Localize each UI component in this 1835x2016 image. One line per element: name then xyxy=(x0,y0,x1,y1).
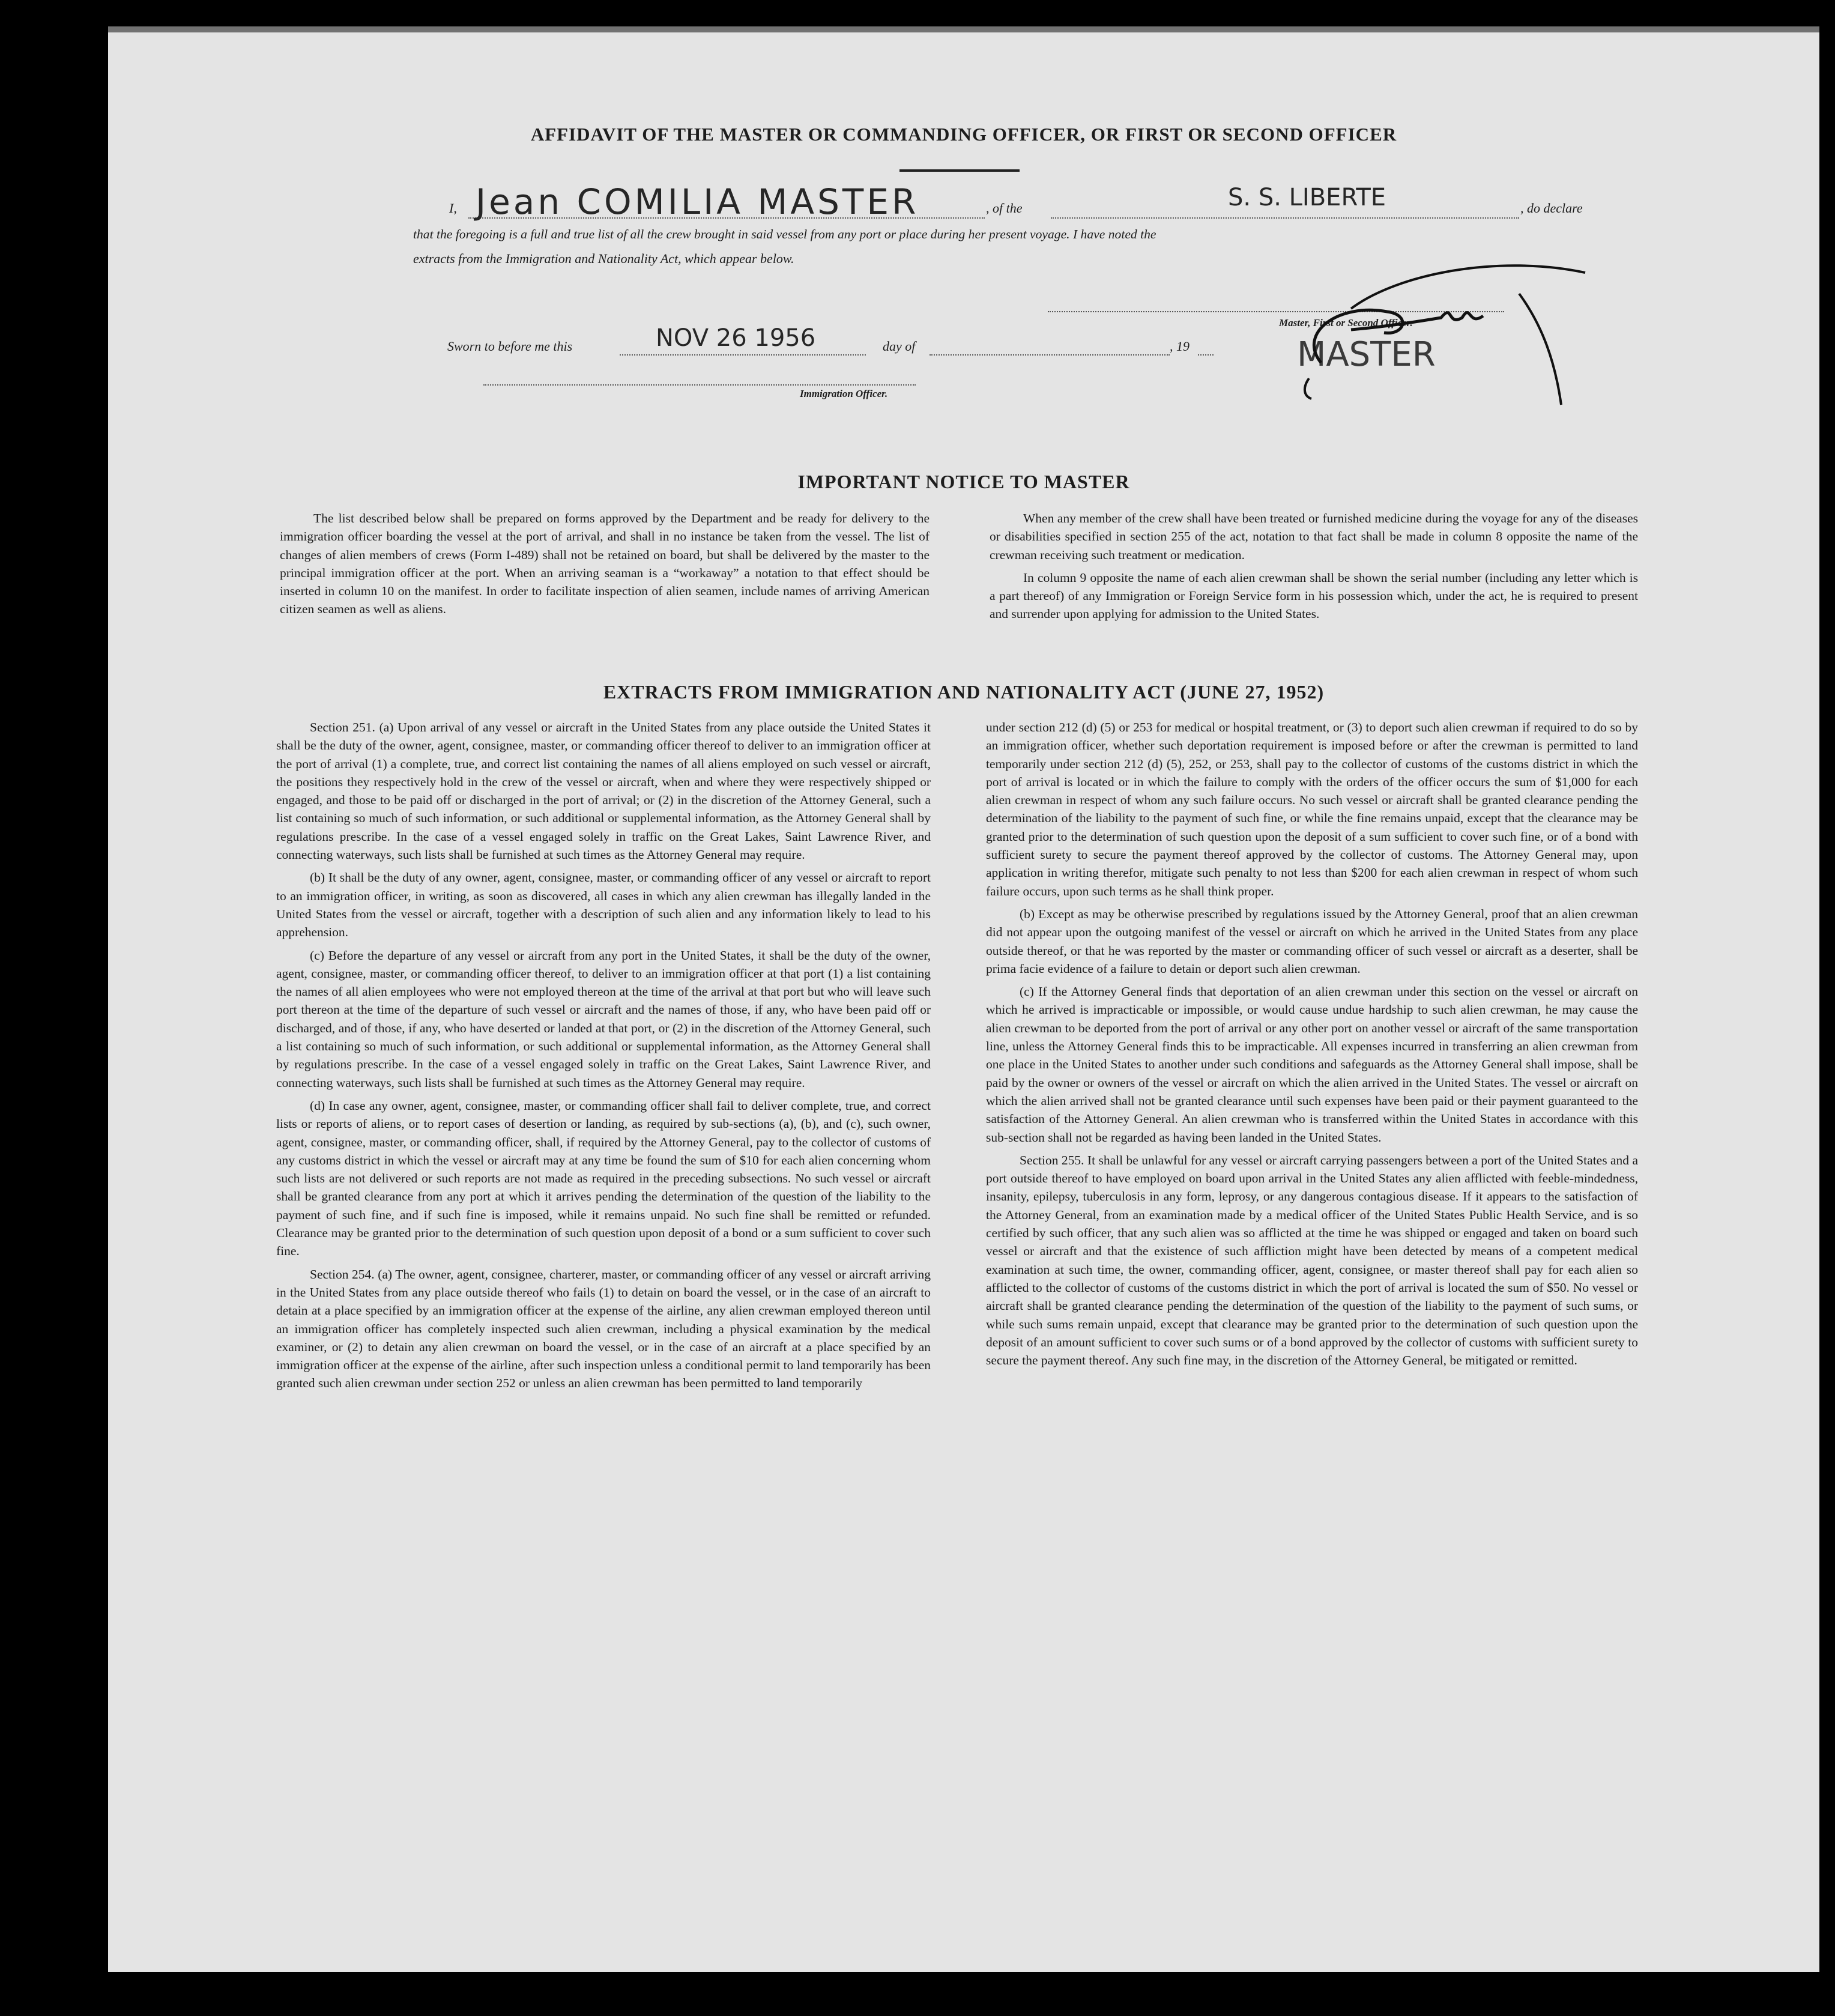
year-line xyxy=(1198,354,1214,356)
extracts-right-column xyxy=(986,718,1638,1374)
notice-left-paragraph: The list described below shall be prepared on forms approved by the Department and be ready for delivery to the immigration officer boarding the vessel at the port of arrival, and shall in no instance be taken from the vessel. The list of changes of alien members of crews (Form I-489) shall not be retained on board, but shall be delivered by the master to the principal immigration officer at the port. When an arriving seaman is a “workaway” a notation to that effect should be inserted in column 10 on the manifest. In order to facilitate inspection of alien seamen, include names of arriving American citizen seamen as well as aliens. xyxy=(280,511,930,617)
day-of-line xyxy=(930,354,1170,356)
do-declare-label: , do declare xyxy=(1520,201,1583,216)
extract-paragraph: (b) It shall be the duty of any owner, agent, consignee, master, or commanding officer of any vessel or aircraft to report to an immigration officer, in writing, as soon as discovered, all cases in which any alien crewman has illegally landed in the United States from the vessel or aircraft, together with a description of such alien and any information likely to lead to his apprehension. xyxy=(276,870,931,940)
extract-paragraph: Section 254. (a) The owner, agent, consignee, charterer, master, or commanding officer of any vessel or aircraft arriving in the United States from any place outside thereof who fails (1) to detain on board the vessel, or in the case of an aircraft to detain at a place specified by an immigration officer at the expense of the airline, any alien crewman employed thereon until an immigration officer has completely inspected such alien crewman, including a physical examination by the medical examiner, or (2) to detain any alien crewman on board the vessel, or in the case of an aircraft at a place specified by an immigration officer at the expense of the airline, after such inspection unless a conditional permit to land temporarily has been granted such alien crewman under section 252 or unless an alien crewman has been permitted to land temporarily xyxy=(276,1267,931,1391)
notice-right-paragraph: When any member of the crew shall have been treated or furnished medicine during the voyage for any of the diseases or disabilities specified in section 255 of the act, notation to that fact shall be made in column 8 opposite the name of the crewman receiving such treatment or medication. xyxy=(990,511,1638,562)
notice-title: IMPORTANT NOTICE TO MASTER xyxy=(797,471,1130,492)
of-the-label: , of the xyxy=(986,201,1023,216)
extracts-left-column xyxy=(276,718,931,1397)
scan-shadow-top xyxy=(108,26,1819,32)
notice-right-column xyxy=(990,509,1638,628)
extract-paragraph: (b) Except as may be otherwise prescribed by regulations issued by the Attorney General, proof that an alien crewman did not appear upon the outgoing manifest of the vessel or aircraft on which he arrived in the United States from any place outside thereof, or that he was reported by the master or commanding officer of such vessel or aircraft as a deserter, shall be prima facie evidence of a failure to detain or deport such alien crewman. xyxy=(986,906,1638,976)
affidavit-line-3: extracts from the Immigration and Nationality Act, which appear below. xyxy=(413,251,794,266)
vessel-field-line xyxy=(1051,217,1519,219)
title-underline xyxy=(899,169,1020,172)
extract-paragraph: (d) In case any owner, agent, consignee, master, or commanding officer shall fail to deliver complete, true, and correct lists or reports of aliens, or to report cases of desertion or landing, as required by sub-sections (a), (b), and (c), such owner, agent, consignee, master, or commanding officer, shall, if required by the Attorney General, pay to the collector of customs of any customs district in which the vessel or aircraft may at any time be found the sum of $10 for each alien concerning whom such lists are not delivered or such reports are not made as required in the preceding subsections. No such vessel or aircraft shall be granted clearance from any port at which it arrives pending the determination of the question of the liability to the payment of such fine, and if such fine is imposed, while it remains unpaid. No such fine shall be remitted or refunded. Clearance may be granted prior to the determination of such question upon deposit of a bond or a sum sufficient to cover such fine. xyxy=(276,1098,931,1259)
notice-left-column xyxy=(280,509,930,623)
master-signature xyxy=(1261,237,1597,411)
extract-paragraph: Section 255. It shall be unlawful for any vessel or aircraft carrying passengers between a port of the United States and a port outside thereof to have employed on board upon arrival in the United States any alien afflicted with feeble-mindedness, insanity, epilepsy, tuberculosis in any form, leprosy, or any dangerous contagious disease. If it appears to the satisfaction of the Attorney General, from an examination made by a medical officer of the United States Public Health Service, and is so certified by such officer, that any such alien was so afflicted at the time he was shipped or engaged and taken on board such vessel or aircraft and that the existence of such affliction might have been detected by means of a competent medical examination at such time, the owner, commanding officer, agent, consignee, or master thereof shall pay for each alien so afflicted to the collector of customs of the customs district in which the port of arrival is located the sum of $50. No vessel or aircraft shall be granted clearance pending the determination of the question of the liability to the payment of such sums, or while such sums remain unpaid, except that clearance may be granted prior to the determination of such question upon the deposit of an amount sufficient to cover such sums or of a bond approved by the collector of customs with sufficient surety to secure the payment thereof. Any such fine may, in the discretion of the Attorney General, be mitigated or remitted. xyxy=(986,1152,1638,1368)
officer-caption: Master, First or Second Officer. xyxy=(1279,317,1413,328)
sworn-date: NOV 26 1956 xyxy=(656,324,816,352)
sworn-label: Sworn to before me this xyxy=(447,339,573,354)
immigration-officer-line xyxy=(483,384,916,386)
vessel-name: S. S. LIBERTE xyxy=(1228,184,1386,211)
extract-paragraph: under section 212 (d) (5) or 253 for medical or hospital treatment, or (3) to deport such alien crewman if required to do so by an immigration officer, whether such deportation requirement is imposed before or after the crewman is permitted to land temporarily under section 212 (d) (5), 252, or 253, shall pay to the collector of customs of the customs district in which the port of arrival is located or in which the failure to comply with the orders of the officer occurs the sum of $1,000 for each alien crewman in respect of whom any such failure occurs. No such vessel or aircraft shall be granted clearance pending the determination of the liability to the payment of such fine, or while the fine remains unpaid, except that the clearance may be granted prior to the determination of such question upon the deposit of a sum sufficient to cover such fine, or of a bond with sufficient surety to secure the payment thereof approved by the collector of customs. The Attorney General may, upon application in writing therefor, mitigate such penalty to not less than $200 for each alien crewman in respect of whom such failure occurs, upon such terms as he shall think proper. xyxy=(986,720,1638,898)
year-label: , 19 xyxy=(1170,339,1190,354)
extracts-title: EXTRACTS FROM IMMIGRATION AND NATIONALITY ACT (JUNE 27, 1952) xyxy=(603,681,1325,703)
sworn-date-line xyxy=(620,354,866,356)
document-page xyxy=(108,26,1819,1972)
master-name: Jean COMILIA MASTER xyxy=(476,181,919,222)
affidavit-prefix: I, xyxy=(449,201,457,216)
affidavit-title: AFFIDAVIT OF THE MASTER OR COMMANDING OFFICER, OR FIRST OR SECOND OFFICER xyxy=(530,124,1397,145)
extract-paragraph: Section 251. (a) Upon arrival of any vessel or aircraft in the United States from any place outside the United States it shall be the duty of the owner, agent, consignee, master, or commanding officer thereof to deliver to an immigration officer at the port of arrival (1) a complete, true, and correct list containing the names of all aliens employed on such vessel or aircraft, the positions they respectively hold in the crew of the vessel or aircraft, when and where they were respectively shipped or engaged, and those to be paid off or discharged in the port of arrival; or (2) in the discretion of the Attorney General, such a list containing so much of such information, or such additional or supplemental information, as the Attorney General shall by regulations prescribe. In the case of a vessel engaged solely in traffic on the Great Lakes, Saint Lawrence River, and connecting waterways, such lists shall be furnished at such times as the Attorney General may require. xyxy=(276,720,931,862)
immigration-officer-caption: Immigration Officer. xyxy=(800,388,888,399)
extract-paragraph: (c) If the Attorney General finds that deportation of an alien crewman under this section on the vessel or aircraft on which he arrived is impracticable or impossible, or would cause undue hardship to such alien crewman, he may cause the alien crewman to be deported from the port of arrival or any other port on another vessel or aircraft of the same transportation line, unless the Attorney General finds this to be impracticable. All expenses incurred in transferring an alien crewman from one place in the United States to another under such conditions and safeguards as the Attorney General shall impose, shall be paid by the owner or owners of the vessel or aircraft on which the alien arrived in the United States. The vessel or aircraft on which the alien arrived shall not be granted clearance until such expenses have been paid or their payment guaranteed to the satisfaction of the Attorney General. An alien crewman who is transferred within the United States in accordance with this sub-section shall not be regarded as having been landed in the United States. xyxy=(986,984,1638,1145)
day-of-label: day of xyxy=(883,339,916,354)
officer-stamp: MASTER xyxy=(1297,335,1436,374)
extract-paragraph: (c) Before the departure of any vessel or aircraft from any port in the United States, it shall be the duty of the owner, agent, consignee, master, or commanding officer thereof, to deliver to an immigration officer at that port (1) a list containing the names of all alien employees who were not employed thereon at the time of the arrival at that port but who will leave such port thereon at the time of the departure of such vessel or aircraft and the names of those, if any, who have been paid off or discharged, and of those, if any, who have deserted or landed at that port, or (2) in the discretion of the Attorney General, such a list containing so much of such information, or such additional or supplemental information, as the Attorney General shall by regulations prescribe. In the case of a vessel engaged solely in traffic on the Great Lakes, Saint Lawrence River, and connecting waterways, such lists shall be furnished at such times as the Attorney General may require. xyxy=(276,948,931,1090)
notice-right-paragraph: In column 9 opposite the name of each alien crewman shall be shown the serial number (including any letter which is a part thereof) of any Immigration or Foreign Service form in his possession which, under the act, he is required to present and surrender upon applying for admission to the United States. xyxy=(990,570,1638,622)
affidavit-line-2: that the foregoing is a full and true list of all the crew brought in said vessel from any port or place during her present voyage. I have noted the xyxy=(413,227,1156,241)
